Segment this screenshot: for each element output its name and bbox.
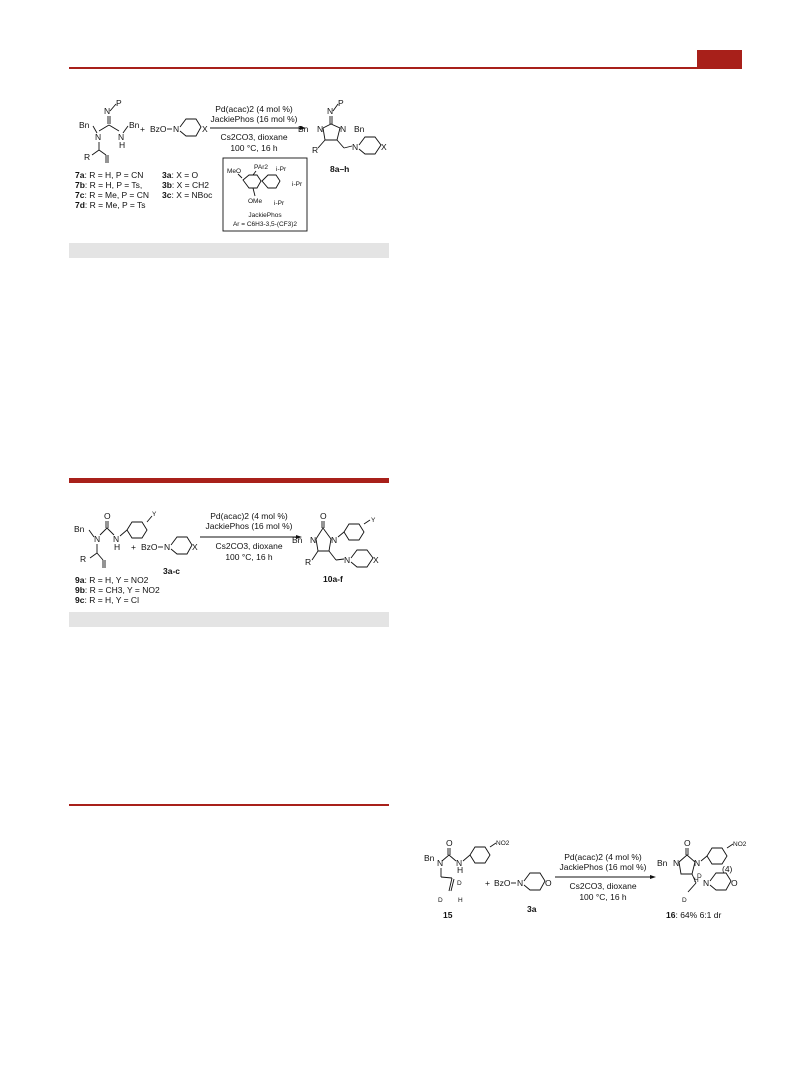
condition-base: Cs2CO3, dioxane	[569, 881, 637, 891]
scheme-2	[74, 511, 379, 605]
n-ring-left: N	[310, 535, 317, 545]
substrate-7b: 7b: R = H, P = Ts,	[75, 180, 143, 190]
reaction-arrow-2	[200, 511, 302, 562]
r-label: R	[80, 554, 87, 564]
reactant-9	[74, 511, 157, 568]
n-imine-label: N	[104, 106, 111, 116]
substrate-list-7	[75, 170, 149, 210]
plus-sign: +	[485, 878, 490, 888]
bn-label: Bn	[74, 524, 85, 534]
reagent-3c: 3c: X = NBoc	[162, 190, 213, 200]
condition-catalyst: Pd(acac)2 (4 mol %)	[210, 511, 288, 521]
n-ring-left: N	[317, 124, 324, 134]
o-label: O	[684, 838, 691, 848]
condition-catalyst: Pd(acac)2 (4 mol %)	[215, 104, 293, 114]
plus-sign: +	[131, 542, 136, 552]
product-10	[292, 511, 379, 584]
ipr-label-bottom: i-Pr	[274, 200, 285, 207]
condition-ligand: JackiePhos (16 mol %)	[205, 521, 293, 531]
product-yield: 16: 64% 6:1 dr	[666, 910, 722, 920]
plus-sign: +	[140, 124, 145, 134]
bzo-label: BzO	[141, 542, 158, 552]
reagent-3b: 3b: X = CH2	[162, 180, 210, 190]
substrate-7d: 7d: R = Me, P = Ts	[75, 200, 146, 210]
scheme-1	[75, 98, 387, 231]
reagent-3a	[494, 873, 552, 914]
no2-label: NO2	[496, 840, 510, 847]
x-label: X	[373, 555, 379, 565]
n-amine-label: N	[95, 132, 102, 142]
condition-catalyst: Pd(acac)2 (4 mol %)	[564, 852, 642, 862]
jackiephos-box	[223, 158, 307, 231]
condition-ligand: JackiePhos (16 mol %)	[210, 114, 298, 124]
r-label: R	[84, 152, 91, 162]
o-label: O	[446, 838, 453, 848]
h-label: H	[114, 542, 121, 552]
bn-right-label: Bn	[129, 120, 140, 130]
y-label: Y	[152, 511, 157, 518]
ligand-ar-definition: Ar = C6H3-3,5-(CF3)2	[232, 221, 298, 228]
nh-label: N	[118, 132, 125, 142]
equation-number: (4)	[722, 864, 733, 874]
product-8	[298, 98, 387, 174]
p-label: P	[338, 98, 344, 108]
x-label: X	[192, 542, 198, 552]
reagent-id: 3a-c	[163, 566, 181, 576]
x-label: X	[202, 124, 208, 134]
d-label-2: D	[438, 897, 443, 904]
condition-temp: 100 °C, 16 h	[230, 143, 278, 153]
condition-base: Cs2CO3, dioxane	[220, 132, 288, 142]
d-label-1: D	[697, 873, 702, 880]
substrate-7a: 7a: R = H, P = CN	[75, 170, 144, 180]
bzo-label: BzO	[150, 124, 167, 134]
nh-label: N	[113, 534, 120, 544]
bn-label: Bn	[424, 853, 435, 863]
n-morph-label: N	[352, 142, 359, 152]
reagent-id: 3a	[527, 904, 537, 914]
n-label: N	[173, 124, 180, 134]
n-label: N	[164, 542, 171, 552]
n-ring-right: N	[331, 535, 338, 545]
ligand-name: JackiePhos	[248, 212, 282, 219]
reagent-3	[150, 119, 208, 136]
reactant-7	[79, 98, 140, 163]
reaction-arrow-3	[555, 852, 656, 902]
product-16	[657, 838, 747, 920]
scheme-3	[424, 838, 747, 920]
bn-left-label: Bn	[79, 120, 90, 130]
n-ring-right: N	[340, 124, 347, 134]
bn-right-label: Bn	[354, 124, 365, 134]
x-label: X	[381, 142, 387, 152]
reaction-arrow-1	[210, 104, 306, 153]
o-label: O	[320, 511, 327, 521]
h-vinyl-label: H	[458, 897, 463, 904]
reagent-list-3	[162, 170, 213, 200]
d-label-2: D	[682, 897, 687, 904]
o-label: O	[104, 511, 111, 521]
p-label: P	[116, 98, 122, 108]
y-label: Y	[371, 517, 376, 524]
d-label-1: D	[457, 880, 462, 887]
substrate-9a: 9a: R = H, Y = NO2	[75, 575, 149, 585]
r-label: R	[305, 557, 312, 567]
reagent-3	[141, 537, 198, 576]
condition-temp: 100 °C, 16 h	[579, 892, 627, 902]
o-morph-label: O	[731, 878, 738, 888]
ome-label: OMe	[248, 198, 263, 205]
ipr-label-top: i-Pr	[276, 166, 287, 173]
r-label: R	[312, 145, 319, 155]
meo-label: MeO	[227, 168, 242, 175]
substrate-9b: 9b: R = CH3, Y = NO2	[75, 585, 160, 595]
bn-label: Bn	[292, 535, 303, 545]
o-label: O	[545, 878, 552, 888]
reagent-3a: 3a: X = O	[162, 170, 199, 180]
reactant-id: 15	[443, 910, 453, 920]
n-ring-left: N	[673, 858, 680, 868]
nh-label: N	[456, 858, 463, 868]
bn-label: Bn	[657, 858, 668, 868]
substrate-list-9	[75, 575, 160, 605]
n-ring-right: N	[694, 858, 701, 868]
substrate-7c: 7c: R = Me, P = CN	[75, 190, 150, 200]
condition-base: Cs2CO3, dioxane	[215, 541, 283, 551]
bn-left-label: Bn	[298, 124, 309, 134]
condition-ligand: JackiePhos (16 mol %)	[559, 862, 647, 872]
ipr-label-right: i-Pr	[292, 181, 303, 188]
h-label: H	[694, 877, 699, 884]
n-label: N	[517, 878, 524, 888]
n-imine-label: N	[327, 106, 334, 116]
condition-temp: 100 °C, 16 h	[225, 552, 273, 562]
n-morph-label: N	[703, 878, 710, 888]
substrate-9c: 9c: R = H, Y = Cl	[75, 595, 139, 605]
no2-label: NO2	[733, 841, 747, 848]
n-amine-label: N	[94, 534, 101, 544]
h-label: H	[119, 140, 126, 150]
par2-label: PAr2	[254, 164, 268, 171]
product-id: 10a-f	[323, 574, 343, 584]
n-amine-label: N	[437, 858, 444, 868]
bzo-label: BzO	[494, 878, 511, 888]
n-morph-label: N	[344, 555, 351, 565]
h-label: H	[457, 865, 464, 875]
product-id: 8a–h	[330, 164, 350, 174]
